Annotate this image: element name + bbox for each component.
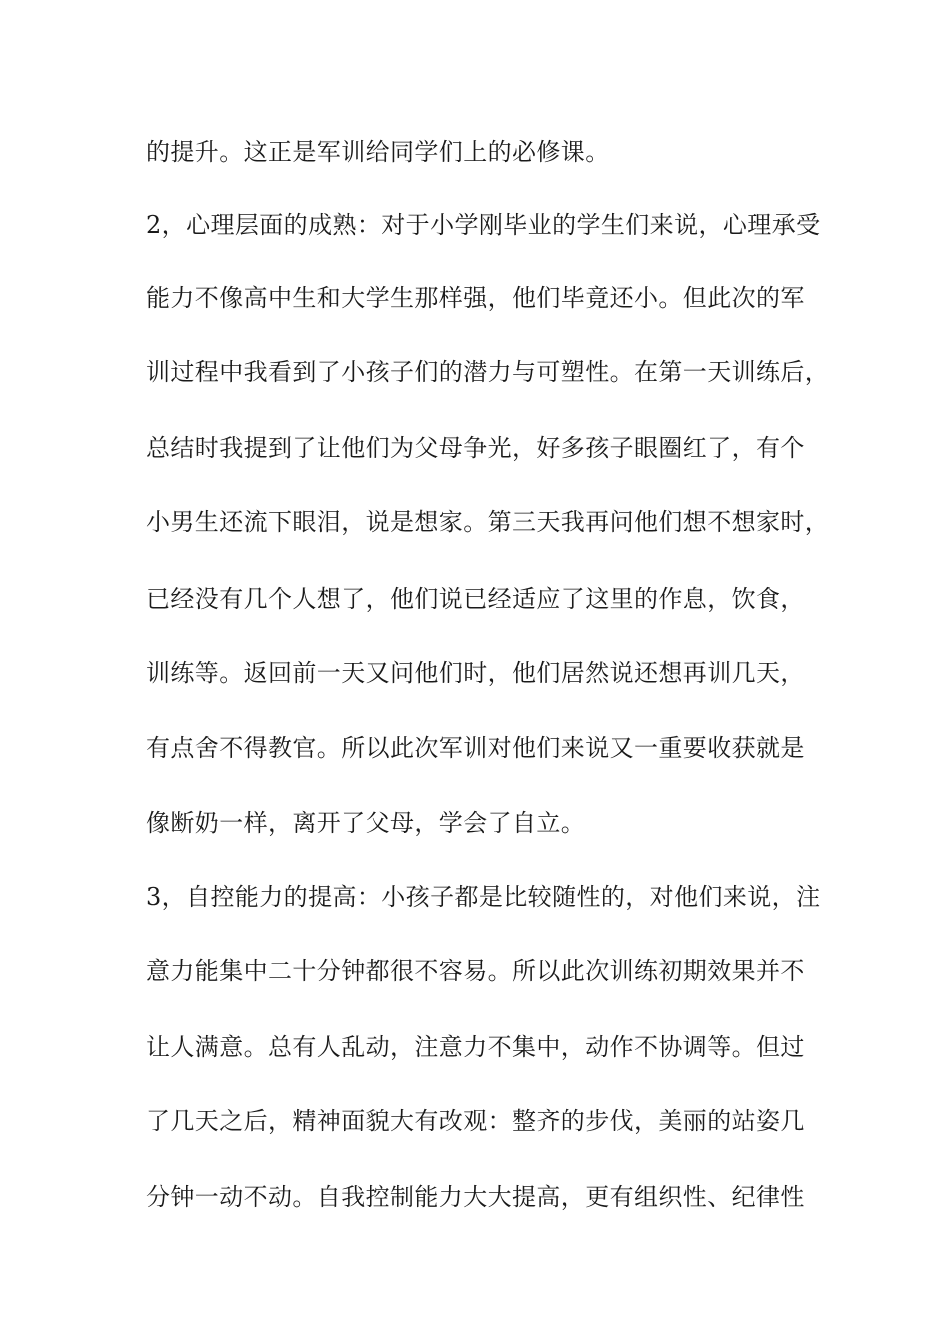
text-line: 3，自控能力的提高：小孩子都是比较随性的，对他们来说，注: [146, 883, 821, 911]
text-line: 让人满意。总有人乱动，注意力不集中，动作不协调等。但过: [146, 1033, 805, 1061]
text-line: 了几天之后，精神面貌大有改观：整齐的步伐，美丽的站姿几: [146, 1107, 805, 1135]
text-line: 已经没有几个人想了，他们说已经适应了这里的作息，饮食，: [146, 585, 805, 613]
text-line: 小男生还流下眼泪，说是想家。第三天我再问他们想不想家时，: [146, 508, 830, 536]
text-line: 分钟一动不动。自我控制能力大大提高，更有组织性、纪律性: [146, 1183, 805, 1211]
text-line: 训练等。返回前一天又问他们时，他们居然说还想再训几天，: [146, 659, 805, 687]
text-line: 有点舍不得教官。所以此次军训对他们来说又一重要收获就是: [146, 734, 805, 762]
text-line: 意力能集中二十分钟都很不容易。所以此次训练初期效果并不: [146, 957, 805, 985]
text-line: 的提升。这正是军训给同学们上的必修课。: [146, 138, 610, 166]
text-line: 像断奶一样，离开了父母，学会了自立。: [146, 809, 586, 837]
text-line: 总结时我提到了让他们为父母争光，好多孩子眼圈红了，有个: [146, 434, 805, 462]
text-line: 2，心理层面的成熟：对于小学刚毕业的学生们来说，心理承受: [146, 211, 821, 239]
text-line: 训过程中我看到了小孩子们的潜力与可塑性。在第一天训练后，: [146, 358, 830, 386]
text-line: 能力不像高中生和大学生那样强，他们毕竟还小。但此次的军: [146, 284, 805, 312]
